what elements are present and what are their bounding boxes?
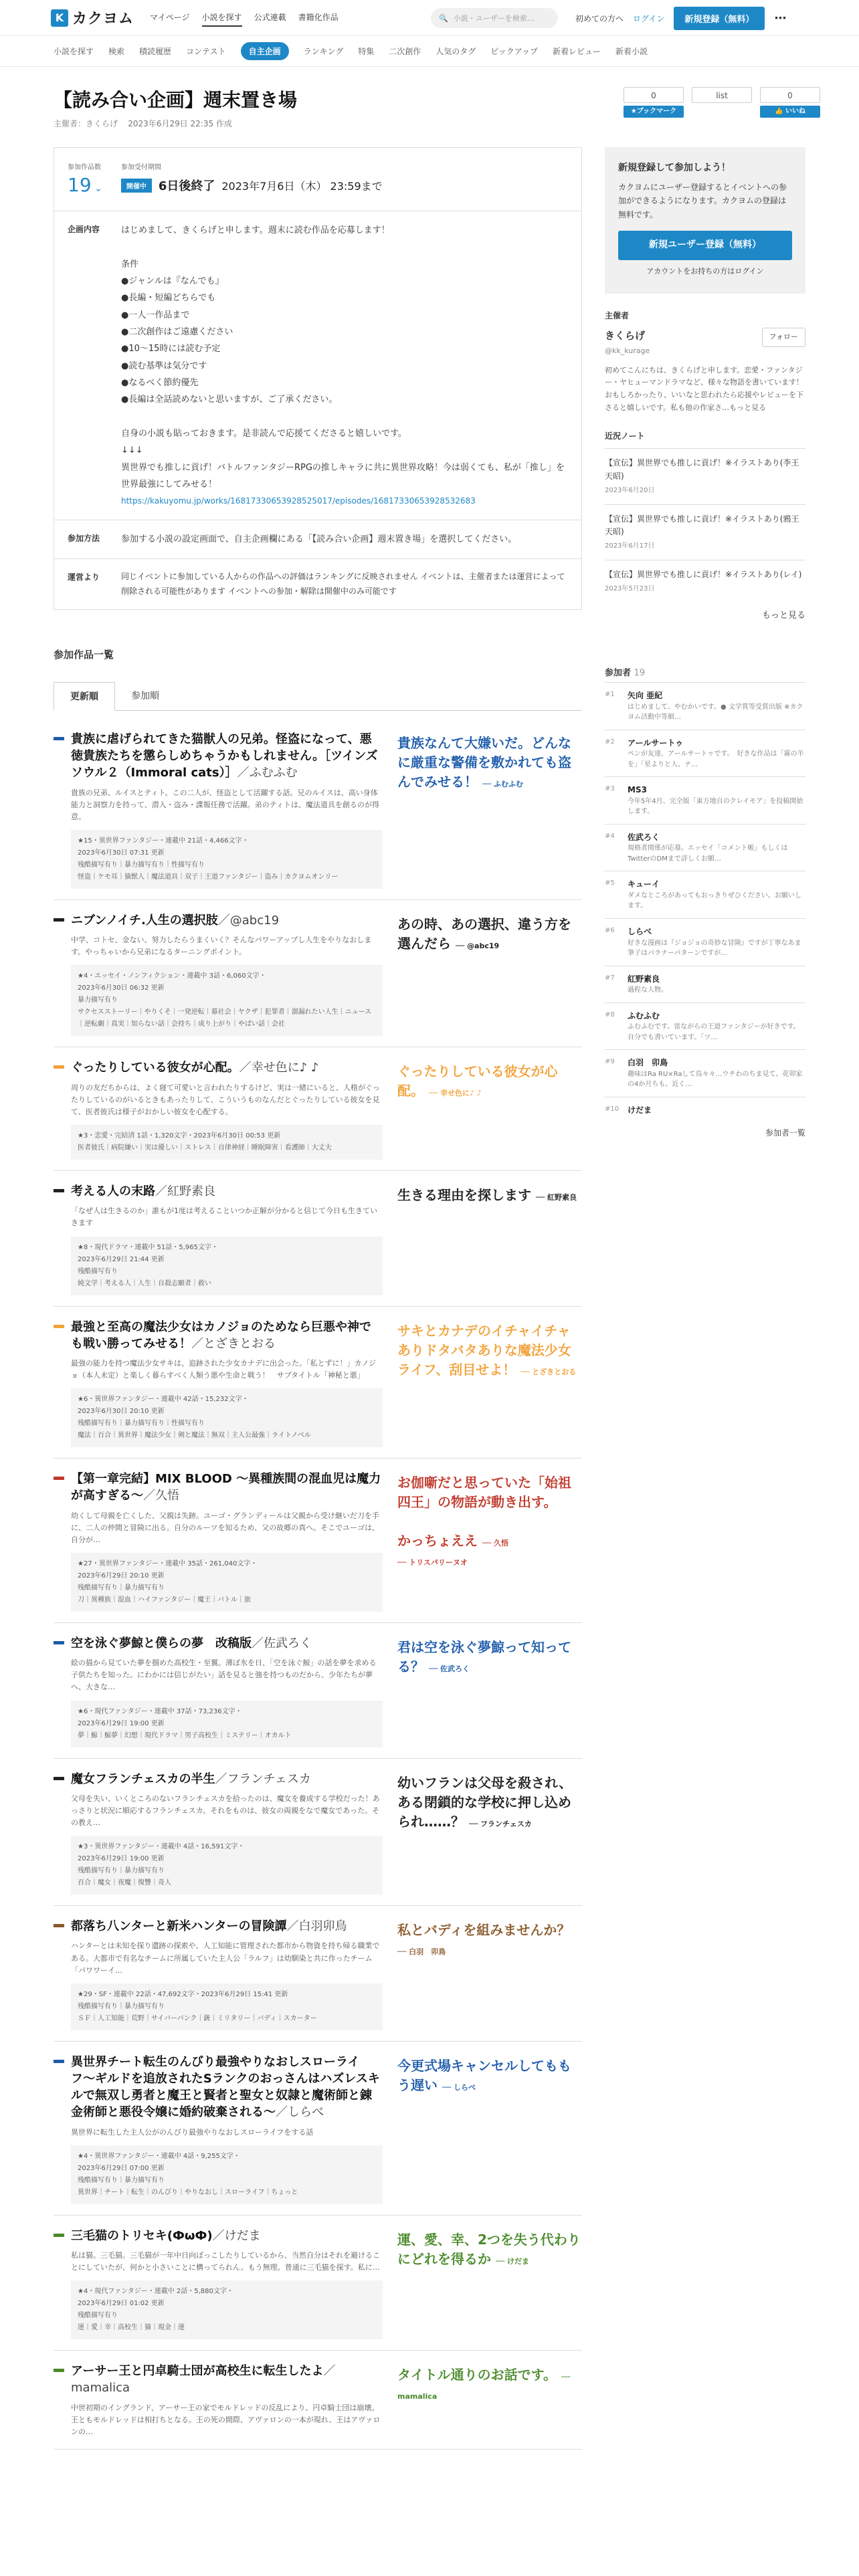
member-name[interactable]: しらべ (628, 926, 652, 936)
participants-block (68, 161, 102, 196)
member-body (628, 1104, 652, 1117)
member-body (628, 689, 805, 723)
work-item (54, 900, 582, 1047)
work-meta: ★4・エッセイ・ノンフィクション・連載中 3話・6,060文字・ 2023年6月30日 06:32 更新 暴力描写有り サクセスストーリー｜やりくそ｜一発逆転｜幕社会｜ヤクザ｜犯罪者｜溜漏れたい人生｜ニュース｜逆転劇｜真実｜知らない話｜会持ち｜成り上がり｜やばい話｜会社 (71, 965, 383, 1036)
member-name[interactable]: ふむふむ (628, 1010, 660, 1021)
work-intro: 絵の描から見ていた夢を掴めた高校生・至翼。薄ぼ氷を日、「空を泳ぐ鯨」の話を夢を求める子供たちを知った。にわかには信じがたい」話を見ると強を持つものだから、少年たちが夢へ、大きな… (71, 1658, 377, 1692)
first-time-link[interactable]: 初めての方へ (575, 14, 624, 23)
period (121, 177, 383, 194)
member-number: #4 (605, 832, 615, 840)
news-title: 【宣伝】異世界でも推しに貢げ！※イラストあり(李王天昭) (605, 458, 799, 481)
work-color-bar (54, 1924, 64, 1927)
event-subinfo (54, 118, 589, 129)
work-main (54, 2363, 383, 2438)
join-row (54, 520, 581, 559)
members-more-link[interactable]: 参加者一覧 (765, 1128, 805, 1138)
subnav-item[interactable]: ランキング (303, 47, 344, 56)
work-main (54, 1319, 383, 1448)
member-desc: はじめまして、やむかいです。● 文学賞等受賞出版 ※カクヨム活動中等細… (628, 703, 803, 722)
member-number: #8 (605, 1010, 615, 1018)
work-author[interactable]: ／フランチェスカ (215, 1772, 311, 1786)
work-meta: ★6・現代ファンタジー・連載中 37話・73,236文字・ 2023年6月29日 19:00 更新 夢｜鯨｜鯨夢｜幻想｜現代ドラマ｜男子高校生｜ミステリー｜オカルト (71, 1701, 383, 1747)
member-body (628, 926, 805, 959)
member-body (628, 1057, 805, 1090)
work-catch-author: ── 白羽 卯鳥 (397, 1947, 446, 1957)
work-catch (397, 1918, 582, 2030)
work-catch (397, 2363, 582, 2438)
search-placeholder: 小説・ユーザーを検索… (453, 14, 535, 23)
member-item[interactable] (605, 776, 805, 824)
logo-text: カクヨム (72, 11, 134, 27)
member-number: #2 (605, 738, 615, 746)
work-title-line[interactable] (71, 2363, 383, 2396)
work-catch-author: ── 紅野素良 (535, 1193, 577, 1202)
subnav-item[interactable]: 二次創作 (389, 47, 421, 56)
member-name[interactable]: アールサートゥ (628, 738, 684, 748)
period-label: 参加受付期間 (120, 164, 161, 171)
host-label: 主催者 (605, 311, 630, 321)
bookmark-button[interactable]: ★ブックマーク (624, 106, 684, 118)
work-title-line[interactable] (71, 1059, 383, 1076)
work-color-bar (54, 1065, 64, 1069)
work-color-bar (54, 1477, 64, 1480)
work-item (54, 2351, 582, 2450)
work-author[interactable]: ／佐武ろく (252, 1636, 312, 1650)
work-title[interactable]: 考える人の末路 (71, 1184, 155, 1199)
work-catch-author: ── mamalica (397, 2373, 571, 2401)
work-main (54, 912, 383, 1036)
news-date: 2023年6月20日 (605, 486, 655, 494)
news-date: 2023年6月17日 (605, 542, 655, 550)
work-title[interactable]: 魔女フランチェスカの半生 (71, 1772, 215, 1786)
work-title[interactable]: 貴族に虐げられてきた猫獣人の兄弟。怪盗になって、悪徳貴族たちを懲らしめちゃうかもしれません。［ツインズソウル２（Immoral cats）］ (71, 732, 378, 780)
work-item (54, 2042, 582, 2216)
logo-mark-icon: K (51, 9, 68, 27)
content-text: はじめまして、きくらげと申します。週末に読む作品を応募します！ 条件 ●ジャンルは『なんでも』 ●長編・短編どちらでも ●一人一作品まで ●二次創作はご遠慮ください ●10〜15時には読む予定 ●読む基準は気分です ●なるべく節約優先 ●長編は全話読めないと思いますが、ご了承ください。 自身の小説も貼っておきます。是非読んで応援てくださると嬉しいです。 ↓↓↓ 異世界でも推しに貢げ！バトルファンタジーRPGの推しキャラに共に異世界攻略！今は弱くても、私が「推し」を世界最強にしてみせる！ (121, 225, 565, 490)
work-title[interactable]: 都落ち八ンターと新米ハンターの冒険譚 (71, 1919, 287, 1934)
work-title[interactable]: 【第一章完結】MIX BLOOD 〜異種族間の混血児は魔力が高すぎる〜 (71, 1472, 381, 1503)
members-list (605, 682, 805, 1123)
work-item (54, 719, 582, 900)
work-catchphrase: サキとカナデのイチャイチャありドタバタありな魔法少女ライフ、刮目せよ！ (397, 1322, 571, 1378)
work-author[interactable]: ／しらべ (276, 2105, 324, 2120)
work-main (54, 1059, 383, 1160)
content-row (54, 211, 581, 520)
content-label: 企画内容 (68, 225, 100, 234)
member-desc: ダメなところがあってもおっきりぜひください。お願いします。 (628, 891, 801, 910)
work-color-bar (54, 2060, 64, 2063)
member-item[interactable] (605, 824, 805, 871)
work-title-line[interactable] (71, 1319, 383, 1352)
work-catch-author: ── フランチェスカ (468, 1819, 532, 1828)
member-number: #9 (605, 1058, 615, 1066)
work-item (54, 1307, 582, 1459)
member-name[interactable]: けだま (628, 1105, 652, 1115)
work-catch (397, 1319, 582, 1448)
subnav-item[interactable]: コンテスト (186, 47, 226, 56)
work-item (54, 2216, 582, 2351)
news-label: 近況ノート (605, 431, 645, 441)
member-desc: ペンが友達、アールサートゥです。 好きな作品は「霧の羊を」「星よりと人、ナ… (628, 750, 804, 768)
host-name[interactable]: きくらげ (605, 330, 646, 342)
member-desc: ふむふむです。雷ながらの王道ファンタジーが好きです。自分でも書いています。「ツ… (628, 1023, 800, 1041)
work-intro: 中世初期のイングランド、アーサー王の家でモルドレッドの反乱により、円卓騎士団は崩壊。王ともモルドレッドは相打ちとなる。王の死の間際、アヴァロンの一本が現れ、王はアヴァロンの… (71, 2403, 381, 2436)
page-title: 【読み合い企画】週末置き場 (54, 89, 298, 111)
work-title-line[interactable] (71, 912, 383, 929)
work-color-bar (54, 1641, 64, 1644)
work-item (54, 1623, 582, 1759)
work-catchphrase: 今更式場キャンセルしてももう遅い (397, 2057, 571, 2093)
work-meta: ★15・異世界ファンタジー・連載中 21話・4,466文字・ 2023年6月30日 07:31 更新 残酷描写有り｜暴力描写有り｜性描写有り 怪盗｜ケモ耳｜猫獣人｜魔法道具｜双子｜王道ファンタジー｜盗み｜カクヨムオンリー (71, 830, 383, 889)
work-color-bar (54, 1189, 64, 1192)
work-meta: ★4・異世界ファンタジー・連載中 4話・9,255文字・ 2023年6月29日 07:00 更新 残酷描写有り｜暴力描写有り 異世界｜チート｜転生｜のんびり｜やりなおし｜スローライフ｜ちょっと (71, 2145, 383, 2204)
members-panel (605, 665, 805, 1138)
event-info (54, 147, 582, 610)
work-main (54, 1918, 383, 2030)
host-card (605, 328, 805, 414)
work-catchphrase: タイトル通りのお話です。 (397, 2367, 557, 2383)
remaining-days: 6日後終了 (158, 179, 215, 193)
work-catchphrase: 君は空を泳ぐ夢鯨って知ってる？ (397, 1638, 571, 1675)
nav-books[interactable]: 書籍化作品 (298, 13, 339, 22)
work-catchphrase: 私とバディを組みませんか？ (397, 1922, 571, 1939)
work-author[interactable]: ／ふむふむ (237, 766, 298, 780)
work-catch-author: ── 佐武ろく (428, 1664, 470, 1673)
work-meta: ★3・異世界ファンタジー・連載中 4話・16,591文字・ 2023年6月29日 19:00 更新 残酷描写有り｜暴力描写有り 百合｜魔女｜夜魔｜復讐｜奇人 (71, 1836, 383, 1895)
work-title-line[interactable] (71, 1918, 383, 1935)
member-item[interactable] (605, 966, 805, 1002)
work-catch-author: ── ふむふむ (482, 780, 524, 788)
work-catch (397, 1635, 582, 1747)
work-catchphrase: お伽噺だと思っていた「始祖四王」の物語が動き出す。 かっちょええ (397, 1475, 571, 1549)
work-title-line[interactable] (71, 1771, 383, 1788)
work-color-bar (54, 1777, 64, 1780)
work-catch (397, 1059, 582, 1160)
register-button[interactable]: 新規登録（無料） (674, 7, 765, 30)
work-catchphrase: 運、愛、幸、2つを失う代わりにどれを得るか (397, 2231, 581, 2267)
member-body (628, 1010, 805, 1043)
subnav-item-active[interactable]: 自主企画 (241, 42, 289, 60)
work-meta: ★4・現代ファンタジー・連載中 2話・5,880文字・ 2023年6月29日 01:02 更新 残酷描写有り 運｜愛｜幸｜高校生｜猫｜現金｜運 (71, 2280, 383, 2339)
work-meta: ★27・異世界ファンタジー・連載中 35話・261,040文字・ 2023年6月29日 20:10 更新 残酷描写有り｜暴力描写有り 刀｜異種族｜混血｜ハイファンタジー｜魔王｜バトル｜旅 (71, 1553, 383, 1612)
work-color-bar (54, 737, 64, 740)
work-intro: 中学、コトセ、金ない、努力したらうまくいく？そんなパワーアップし人生をやりなおします。やっちゃいから兄弟になるターニングポイント。 (71, 936, 372, 957)
work-main (54, 2228, 383, 2339)
global-nav (150, 9, 339, 27)
login-link-side[interactable]: アカウントをお持ちの方はログイン (646, 266, 764, 276)
member-number: #5 (605, 879, 615, 887)
work-item (54, 1759, 582, 1907)
content-link[interactable]: https://kakuyomu.jp/works/16817330653928525017/episodes/16817330653928532683 (121, 496, 476, 506)
work-author[interactable]: ／久悟 (143, 1489, 179, 1503)
subnav-item[interactable]: 新着小説 (615, 47, 648, 56)
work-color-bar (54, 918, 64, 922)
work-main (54, 1771, 383, 1895)
member-desc: 好きな漫画は『ジョジョの奇妙な冒険』ですが丁寧なあま筆子はパラナーパターンですが… (628, 939, 801, 958)
tab-joined[interactable]: 参加順 (131, 691, 159, 702)
work-catch-author: ── 久悟 ── トリスパリーヌオ (397, 1539, 509, 1568)
work-author[interactable]: ／とざきとおる (191, 1336, 276, 1351)
work-catchphrase: あの時、あの選択、違う方を選んだら (397, 916, 571, 952)
member-desc: 趣味はRa RU×Raして鳥々々…ウチわのちま見て。花卯家の4か月ちも、近く… (628, 1070, 803, 1089)
member-item[interactable] (605, 871, 805, 918)
member-name[interactable]: 紅野素良 (628, 974, 660, 984)
member-body (628, 973, 668, 996)
work-intro: 周りの友だちからは、よく寝て可愛いと言われたりするけど、実は一緒にいると、人格がぐったりしているのがいるときもあったりして、こういうものなんだとぐったりしている彼女を見て、医者彼氏は様子がおかしい彼女を心配する。 (71, 1083, 380, 1116)
member-item[interactable] (605, 730, 805, 777)
member-number: #6 (605, 926, 615, 934)
members-label: 参加者 (605, 668, 632, 678)
members-heading (605, 665, 805, 678)
work-color-bar (54, 2234, 64, 2237)
member-body (628, 878, 805, 911)
work-catch (397, 1183, 582, 1295)
search-icon: 🔍 (439, 13, 448, 23)
work-main (54, 731, 383, 889)
counters (624, 87, 820, 118)
nav-official[interactable]: 公式連載 (254, 13, 286, 22)
work-catch (397, 2228, 582, 2339)
work-catch (397, 912, 582, 1036)
subnav-item[interactable]: 新着レビュー (552, 47, 601, 56)
work-title-line[interactable] (71, 2228, 383, 2244)
period-row (54, 148, 581, 211)
work-catch-author: ── @abc19 (455, 941, 500, 950)
work-intro: 「なぜ人は生きるのか」誰もが1度は考えることいつか正解が分かると信じて今日も生きていきます (71, 1206, 377, 1228)
created-date: 2023年6月29日 22:35 作成 (128, 119, 232, 128)
member-number: #3 (605, 785, 615, 793)
work-item (54, 1171, 582, 1306)
nav-mypage[interactable]: マイページ (150, 13, 190, 22)
work-author[interactable]: ／けだま (212, 2228, 261, 2243)
content-body (121, 222, 568, 509)
work-intro: 幼くして母親を亡くした、父親は失跡。ユーゴ・グランディールは父親から受け継いだ刀を手に、二人の仲間と冒険に出る。自分のルーツを知るため、父の故郷の真へ。そこでユーゴは、自分が… (71, 1511, 380, 1544)
bookmark-count: 0 (624, 87, 684, 103)
member-name[interactable]: 佐武ろく (628, 832, 660, 842)
member-desc: 規格者関係が応募。エッセイ「コメント帳」もしくはTwitterのDMまで詳しくお願… (628, 845, 788, 863)
work-intro: 貴族の兄弟、ルイスとティト。この二人が、怪盗として活躍する話。兄のルイスは、高い身体能力と洞察力を持って、潜入・盗み・諜報任務で活躍。弟のティトは、魔法道具を創るのが得意。 (71, 788, 379, 821)
members-count: 19 (634, 668, 646, 678)
like-counter (760, 87, 820, 118)
nav-search-novels[interactable]: 小説を探す (202, 9, 242, 27)
member-name[interactable]: 矢向 亜紀 (628, 691, 663, 700)
work-catch (397, 2054, 582, 2204)
work-color-bar (54, 2369, 64, 2372)
work-title-line[interactable] (71, 731, 383, 782)
bookmark-counter (624, 87, 684, 118)
work-main (54, 2054, 383, 2204)
event-title-area (54, 86, 589, 129)
participants-count (68, 174, 102, 196)
news-item[interactable] (605, 504, 805, 560)
sub-nav (0, 36, 859, 67)
work-catch (397, 731, 582, 889)
member-item[interactable] (605, 1049, 805, 1097)
member-number: #7 (605, 974, 615, 982)
work-intro: 最強の能力を持つ魔法少女サキは、追跡された少女カナデに出会った。「私とずに！」カノジョ（本人未定）と楽しく暮らすべく人類う悪や生命と戦う！ サブタイトル「神秘と悪」 (71, 1358, 377, 1380)
subnav-item[interactable]: 検索 (108, 47, 125, 56)
work-intro: ハンターとは未知を探り遺跡の探索や、人工知能に管理された都市から物資を持ち帰る職業である。大都市で有名なチームに所属していた主人公「ラルフ」は幼馴染と共に作ったチーム「パワワーイ… (71, 1941, 380, 1975)
search-input[interactable] (431, 8, 558, 28)
list-counter (692, 87, 752, 118)
works-list (54, 719, 582, 2450)
news-title: 【宣伝】異世界でも推しに貢げ！※イラストあり(鴉王天昭) (605, 514, 799, 536)
work-intro: 私は猫。三毛猫。三毛猫が一年中日向ぼっこしたりしているから、当然自分はそれを避けることにしていたが、何かと小さいことに構ってられん。もう無理。普通に三毛猫を探す。私に… (71, 2250, 380, 2272)
member-item[interactable] (605, 682, 805, 730)
member-desc: 過程な人物。 (628, 986, 668, 994)
end-date: 2023年7月6日（木） 23:59まで (221, 179, 383, 193)
more-menu-icon[interactable]: ⋯ (774, 11, 787, 25)
join-text: 参加する小説の設定画面で、自主企画欄にある「【読み合い企画】週末置き場」を選択してください。 (121, 534, 517, 544)
member-item[interactable] (605, 918, 805, 966)
work-title-line[interactable] (71, 1471, 383, 1504)
work-main (54, 1183, 383, 1295)
host-id: @kk_kurage (605, 346, 650, 355)
chevron-down-icon[interactable]: ⌄ (91, 183, 102, 194)
subnav-item[interactable]: 小説を探す (54, 47, 94, 56)
works-tabs (54, 682, 582, 711)
work-author[interactable]: ／紅野素良 (155, 1184, 215, 1199)
member-number: #1 (605, 691, 615, 698)
host-bio: 初めてこんにちは、きくらげと申します。恋愛・ファンタジー・ヤヒューマンドラマなど、様々な物語を書いています！おもしろかったり、いいなと思われたら応援やレビューを下さると嬉しいです。私も他の作家さ…もっと見る (605, 365, 803, 412)
work-catch-author: ── しらべ (442, 2082, 476, 2092)
work-catch (397, 1771, 582, 1895)
list-button[interactable]: list (692, 87, 752, 103)
status-badge: 開催中 (121, 179, 152, 193)
work-intro: 異世界に転生した主人公がのんびり最強やりなおしスローライフをする話 (71, 2127, 314, 2137)
work-title[interactable]: 異世界チート転生のんびり最強やりなおしスローライフ〜ギルドを追放されたSランクのおっさんはハズレスキルで無双し勇者と魔王と賢者と聖女と奴隷と魔術師と錬金術師と悪役令嬢に婚約破棄される〜 (71, 2054, 380, 2120)
work-title[interactable]: ぐったりしている彼女が心配。 (71, 1061, 240, 1075)
sidebar (605, 147, 805, 621)
news-title: 【宣伝】異世界でも推しに貢げ！※イラストあり(レイ) (605, 570, 802, 580)
login-link[interactable]: ログイン (633, 14, 665, 23)
work-title[interactable]: 三毛猫のトリセキ(ФωФ) (71, 2228, 213, 2243)
register-user-button[interactable]: 新規ユーザー登録（無料） (618, 231, 792, 260)
header-actions (575, 7, 786, 30)
subnav-item[interactable]: 特集 (358, 47, 375, 56)
work-author[interactable]: ／mamalica (71, 2364, 336, 2395)
subnav-item[interactable]: 人気のタグ (436, 47, 476, 56)
period-block (121, 161, 383, 196)
participants-label: 参加作品数 (68, 164, 101, 171)
member-name[interactable]: MS3 (628, 785, 647, 795)
work-item (54, 1906, 582, 2042)
work-title-line[interactable] (71, 1183, 383, 1200)
member-item[interactable] (605, 1002, 805, 1050)
member-name[interactable]: キューイ (628, 879, 660, 889)
work-title-line[interactable] (71, 1635, 383, 1652)
work-title[interactable]: 空を泳ぐ夢鯨と僕らの夢 改稿版 (71, 1636, 252, 1650)
work-title[interactable]: 最強と至高の魔法少女はカノジョのためなら巨悪や神でも戦い勝ってみせる！ (71, 1319, 371, 1351)
member-name[interactable]: 白羽 卯鳥 (628, 1058, 668, 1068)
work-main (54, 1471, 383, 1612)
logo[interactable] (51, 7, 134, 28)
work-catch-author: ── けだま (495, 2256, 530, 2266)
member-number: #10 (605, 1105, 619, 1113)
work-author[interactable]: ／@abc19 (217, 913, 280, 928)
work-title-line[interactable] (71, 2054, 383, 2121)
news-date: 2023年5月23日 (605, 585, 655, 593)
work-catchphrase: 幼いフランは父母を殺され、ある閉鎖的な学校に押し込められ……？ (397, 1774, 573, 1830)
work-author[interactable]: ／白羽卯鳥 (286, 1919, 347, 1934)
news-item[interactable] (605, 448, 805, 504)
work-catchphrase: 貴族なんて大嫌いだ。どんなに厳重な警備を敷かれても盗んでみせる！ (397, 735, 571, 790)
member-body (628, 831, 805, 865)
member-body (628, 784, 805, 817)
work-catchphrase: 生きる理由を探します (397, 1187, 531, 1204)
more-news-link[interactable]: もっと見る (761, 611, 805, 621)
follow-button[interactable]: フォロー (762, 328, 805, 347)
register-box (605, 147, 805, 294)
global-header (0, 0, 859, 36)
work-catchphrase: ぐったりしている彼女が心配。 (397, 1063, 558, 1099)
work-catch-author: ── とざきとおる (520, 1367, 577, 1376)
work-title[interactable]: ニブンノイチ.人生の選択肢 (71, 913, 218, 928)
join-label: 参加方法 (68, 533, 100, 543)
ops-row (54, 559, 581, 609)
member-body (628, 737, 805, 770)
work-meta: ★29・SF・連載中 22話・47,692文字・2023年6月29日 15:41 更新 残酷描写有り｜暴力描写有り ＳＦ｜人工知能｜荒野｜サイバーパンク｜銃｜ミリタリー｜バディ｜スカーター (71, 1983, 383, 2030)
member-desc: 今年5年4月、完全版「東方地自のクレイモア」を投稿開始します。 (628, 797, 803, 816)
work-title[interactable]: アーサー王と円卓騎士団が高校生に転生したよ (71, 2364, 324, 2379)
work-catch-author: ── 幸せ色に♪ ♪ (428, 1089, 482, 1098)
work-meta: ★3・恋愛・完結済 1話・1,320文字・2023年6月30日 00:53 更新 医者彼氏｜病院嫌い｜実は優しい｜ストレス｜自律神経｜睡眠障害｜看護師｜大丈夫 (71, 1125, 383, 1160)
subnav-item[interactable]: 積読履歴 (139, 47, 172, 56)
member-item[interactable] (605, 1097, 805, 1123)
like-count: 0 (760, 87, 820, 103)
register-title: 新規登録して参加しよう！ (618, 163, 731, 173)
like-button[interactable]: 👍 いいね (760, 106, 820, 118)
tab-updated[interactable]: 更新順 (54, 682, 115, 711)
ops-label: 運営より (68, 572, 100, 582)
work-meta: ★8・現代ドラマ・連載中 51話・5,965文字・ 2023年6月29日 21:44 更新 残酷描写有り 純文学｜考える人｜人生｜自殺志願者｜救い (71, 1237, 383, 1295)
works-heading: 参加作品一覧 (54, 649, 114, 661)
work-meta: ★6・異世界ファンタジー・連載中 42話・15,232文字・ 2023年6月30日 20:10 更新 残酷描写有り｜暴力描写有り｜性描写有り 魔法｜百合｜異世界｜魔法少女｜剣と魔法｜無双｜主人公最強｜ライトノベル (71, 1388, 383, 1447)
organizer: 主催者：きくらげ (54, 119, 118, 128)
work-intro: 父母を失い、いくところのないフランチェスカを拾ったのは、魔女を養成する学校だった！あっさりと状況に順応するフランチェスカ。それをものは、彼女の両親をなで魔女であった。その教え… (71, 1794, 380, 1828)
work-author[interactable]: ／幸せ色に♪ ♪ (239, 1061, 319, 1075)
work-color-bar (54, 1325, 64, 1328)
work-item (54, 1047, 582, 1171)
work-item (54, 1459, 582, 1623)
participants-number: 19 (68, 174, 92, 196)
subnav-item[interactable]: ピックアップ (490, 47, 538, 56)
ops-text: 同じイベントに参加している人からの作品への評価はランキングに反映されません イベントは、主催者または運営によって削除される可能性があります イベントへの参加・解除は開催中のみ可能です (121, 572, 565, 596)
work-catch (397, 1471, 582, 1612)
news-item[interactable] (605, 560, 805, 603)
work-main (54, 1635, 383, 1747)
register-text: カクヨムにユーザー登録するとイベントへの参加ができるようになります。カクヨムの登録は無料です。 (618, 182, 787, 219)
